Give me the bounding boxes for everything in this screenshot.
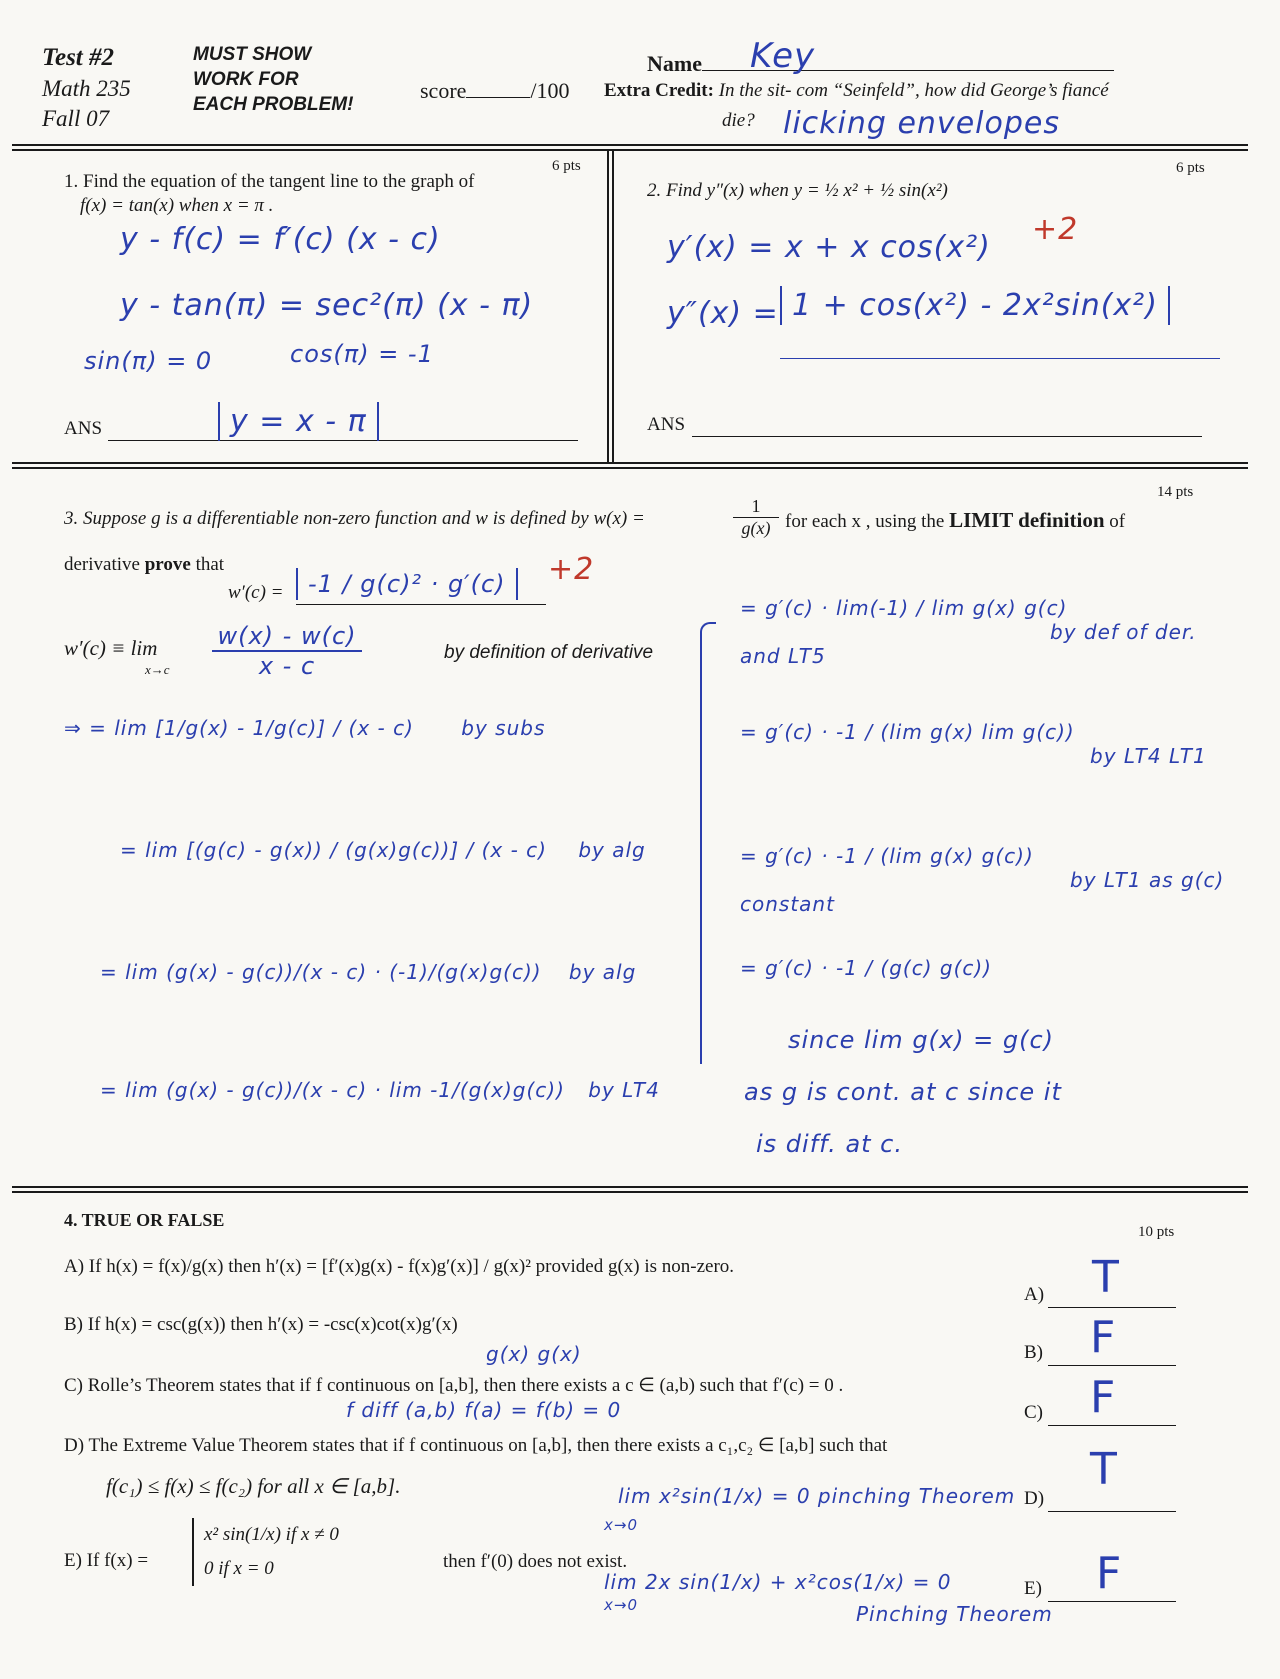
course-label: Math 235 (42, 76, 131, 101)
p2-bonus: +2 (1032, 212, 1079, 247)
p4-statement-b: B) If h(x) = csc(g(x)) then h′(x) = -csc(x)cot(x)g′(x) (64, 1314, 458, 1335)
p1-work-2: y - tan(π) = sec²(π) (x - π) (120, 288, 534, 323)
p3-right-step-1: = g′(c) · lim(-1) / lim g(x) g(c) by def of der. and LT5 (740, 596, 1197, 668)
p12-bottom-divider (12, 462, 1248, 464)
p4-statement-a: A) If h(x) = f(x)/g(x) then h′(x) = [f′(x)g(x) - f(x)g′(x)] / g(x)² provided g(x) is non-zero. (64, 1256, 735, 1277)
p4-answer-e-line (1048, 1600, 1176, 1602)
extra-credit-answer: licking envelopes (783, 106, 1060, 141)
p3-right-step-3: = g′(c) · -1 / (lim g(x) g(c)) by LT1 as g(c) constant (740, 844, 1225, 916)
p3-wprime-label: w′(c) = (228, 582, 284, 603)
p2-work-2-underline (780, 358, 1220, 359)
p3-prompt-line1: 3. Suppose g is a differentiable non-zero function and w is defined by w(x) = (64, 508, 645, 529)
p3-wprime-line (296, 604, 546, 605)
p3-left-step-4: = lim (g(x) - g(c))/(x - c) · lim -1/(g(x)g(c)) by LT4 (100, 1078, 660, 1102)
p1-ans-label: ANS (64, 418, 103, 439)
p4-answer-c: F (1090, 1372, 1116, 1423)
p4-answer-d-label: D) (1024, 1488, 1045, 1509)
p4-note-e2: lim 2x sin(1/x) + x²cos(1/x) = 0 (604, 1570, 952, 1594)
p3-bottom-divider-2 (12, 1191, 1248, 1193)
p3-since-2: as g is cont. at c since it (744, 1078, 1062, 1106)
p4-answer-b: F (1090, 1312, 1116, 1363)
p4-note-e3: Pinching Theorem (856, 1602, 1053, 1626)
p4-answer-e: F (1096, 1548, 1122, 1599)
p3-left-step-2: = lim [(g(c) - g(x)) / (g(x)g(c))] / (x - c) by alg (120, 838, 646, 862)
p4-answer-d-line (1048, 1510, 1176, 1512)
header-divider (12, 144, 1248, 146)
p1-points: 6 pts (552, 158, 581, 174)
p3-arrow-bracket (700, 622, 716, 1064)
p4-answer-e-label: E) (1024, 1578, 1042, 1599)
p1-answer: y = x - π (218, 402, 379, 441)
p4-answer-a-label: A) (1024, 1284, 1045, 1305)
p2-work-1: y′(x) = x + x cos(x²) (667, 230, 991, 265)
p2-points: 6 pts (1176, 160, 1205, 176)
p4-title: 4. TRUE OR FALSE (64, 1210, 225, 1230)
p4-answer-a-line (1048, 1306, 1176, 1308)
p3-left-step-1: ⇒ = lim [1/g(x) - 1/g(c)] / (x - c) by subs (64, 716, 546, 740)
p4-answer-d: T (1090, 1444, 1117, 1495)
p1-work-1: y - f(c) = f′(c) (x - c) (120, 222, 441, 257)
p4-answer-c-label: C) (1024, 1402, 1043, 1423)
p3-right-step-2: = g′(c) · -1 / (lim g(x) lim g(c)) by LT4 LT1 (740, 720, 1207, 768)
p4-statement-e-cases: x² sin(1/x) if x ≠ 0 0 if x = 0 (192, 1518, 339, 1586)
p2-prompt: 2. Find y″(x) when y = ½ x² + ½ sin(x²) (647, 180, 948, 201)
p4-answer-b-label: B) (1024, 1342, 1043, 1363)
name-field: Name Key (647, 50, 1114, 77)
p4-note-e1: lim x²sin(1/x) = 0 pinching Theorem (618, 1484, 1016, 1508)
p4-statement-e-lhs: E) If f(x) = (64, 1550, 149, 1571)
name-value: Key (749, 36, 816, 76)
p4-statement-d2: f(c₁) ≤ f(x) ≤ f(c₂) for all x ∈ [a,b]. (106, 1474, 401, 1498)
p3-points: 14 pts (1157, 484, 1194, 500)
p4-statement-e-rhs: then f′(0) does not exist. (443, 1551, 628, 1572)
p4-answer-b-line (1048, 1364, 1176, 1366)
p3-since-3: is diff. at c. (756, 1130, 904, 1158)
p4-statement-c: C) Rolle’s Theorem states that if f continuous on [a,b], then there exists a c ∈ (a,b) such that f′(c) = 0 . (64, 1375, 844, 1396)
term-label: Fall 07 (42, 106, 110, 131)
p3-since-1: since lim g(x) = g(c) (788, 1026, 1055, 1054)
p3-bonus: +2 (548, 552, 595, 587)
header-divider-2 (12, 149, 1248, 151)
p4-note-e1-sub: x→0 (604, 1516, 638, 1534)
score-field: score /100 (420, 78, 570, 103)
p4-note-e2-sub: x→0 (604, 1596, 638, 1614)
p12-vertical-divider-2 (612, 151, 614, 464)
p1-work-4: cos(π) = -1 (290, 340, 434, 368)
p1-work-3: sin(π) = 0 (84, 347, 213, 375)
p3-wprime-value: -1 / g(c)² · g′(c) (296, 568, 518, 600)
extra-credit: Extra Credit: In the sit- com “Seinfeld”, how did George’s fiancé (604, 80, 1109, 101)
p3-left-step-3: = lim (g(x) - g(c))/(x - c) · (-1)/(g(x)g(c)) by alg (100, 960, 637, 984)
p3-def-lhs: w′(c) ≡ lim (64, 636, 158, 660)
p3-right-step-4: = g′(c) · -1 / (g(c) g(c)) (740, 956, 992, 980)
must-show-note: MUST SHOW WORK FOR EACH PROBLEM! (193, 44, 354, 115)
p1-prompt: 1. Find the equation of the tangent line to the graph of f(x) = tan(x) when x = π . (64, 171, 475, 216)
p12-vertical-divider (607, 151, 609, 464)
p3-bottom-divider (12, 1186, 1248, 1188)
p4-statement-d: D) The Extreme Value Theorem states that if f continuous on [a,b], then there exists a c₁,c₂ ∈ [a,b] such that (64, 1435, 888, 1456)
test-title: Test #2 (42, 44, 114, 71)
p4-note-b: g(x) g(x) (486, 1342, 582, 1366)
p4-note-c: f diff (a,b) f(a) = f(b) = 0 (346, 1398, 622, 1422)
p3-prompt-line2: derivative prove that (64, 554, 225, 575)
p12-bottom-divider-2 (12, 467, 1248, 469)
p4-answer-a: T (1092, 1252, 1119, 1303)
extra-credit-die: die? (722, 110, 755, 131)
p2-ans-label: ANS (647, 414, 686, 435)
p3-prompt-line1b: for each x , using the LIMIT definition of (785, 508, 1126, 532)
p4-points: 10 pts (1138, 1224, 1175, 1240)
p2-work-2: 1 + cos(x²) - 2x²sin(x²) (780, 286, 1170, 325)
p4-answer-c-line (1048, 1424, 1176, 1426)
p2-work-2-prefix: y″(x) = (667, 296, 779, 331)
p3-def-fraction: w(x) - w(c) x - c (212, 622, 362, 680)
p3-def-reason: by definition of derivative (444, 642, 654, 663)
p3-def-sub: x→c (145, 662, 170, 677)
p2-ans-line (692, 436, 1202, 437)
p3-fraction: 1 g(x) (733, 496, 779, 539)
